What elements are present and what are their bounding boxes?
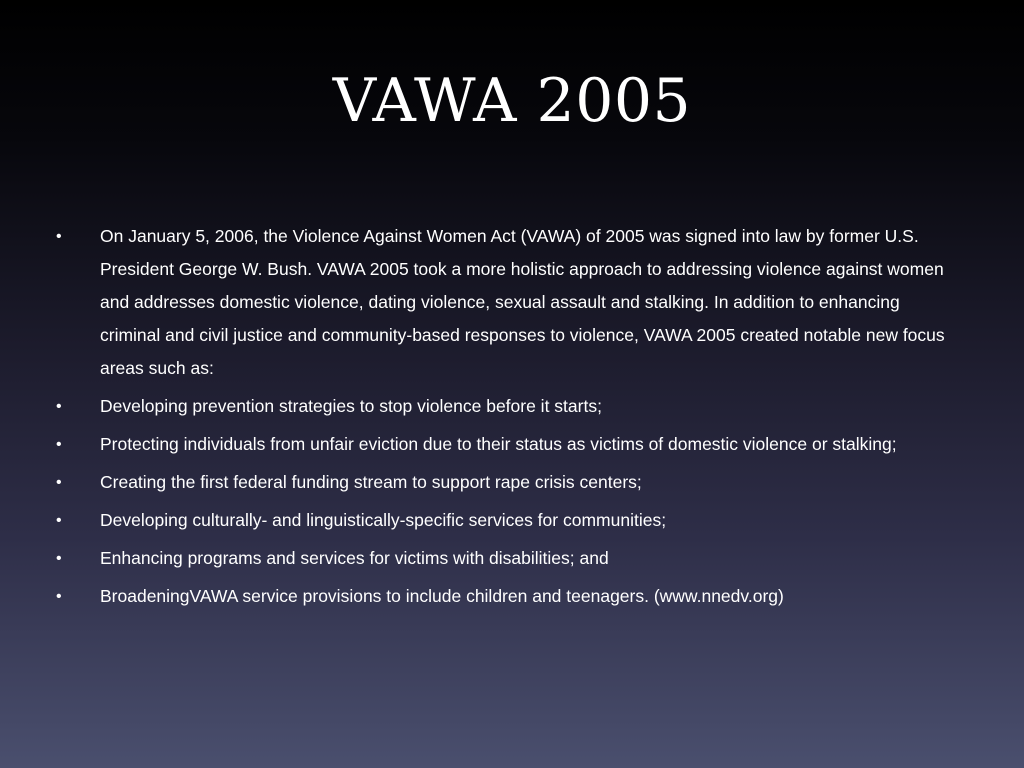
bullet-marker: • <box>56 588 62 605</box>
bullet-list <box>56 220 956 618</box>
bullet-item <box>56 428 956 461</box>
bullet-marker: • <box>56 436 62 453</box>
bullet-text: Enhancing programs and services for victims with disabilities; and <box>100 548 609 568</box>
slide-title: VAWA 2005 <box>332 66 692 136</box>
bullet-item <box>56 542 956 575</box>
bullet-marker: • <box>56 550 62 567</box>
bullet-text: Developing culturally- and linguistically-specific services for communities; <box>100 510 667 530</box>
bullet-marker: • <box>56 228 62 245</box>
bullet-item <box>56 504 956 537</box>
bullet-marker: • <box>56 398 62 415</box>
bullet-marker: • <box>56 474 62 491</box>
bullet-item <box>56 580 956 613</box>
bullet-item <box>56 220 956 385</box>
bullet-text: Protecting individuals from unfair eviction due to their status as victims of domestic violence or stalking; <box>100 434 897 454</box>
bullet-text: Creating the first federal funding stream to support rape crisis centers; <box>100 472 642 492</box>
bullet-text: Developing prevention strategies to stop violence before it starts; <box>100 396 602 416</box>
bullet-text: On January 5, 2006, the Violence Against Women Act (VAWA) of 2005 was signed into law by former U.S. President George W. Bush. VAWA 2005 took a more holistic approach to addressing violence against women and addresses domestic violence, dating violence, sexual assault and stalking. In addition to enhancing criminal and civil justice and community-based responses to violence, VAWA 2005 created notable new focus areas such as: <box>100 226 945 378</box>
bullet-text: BroadeningVAWA service provisions to include children and teenagers. (www.nnedv.org) <box>100 586 784 606</box>
bullet-item <box>56 390 956 423</box>
bullet-marker: • <box>56 512 62 529</box>
bullet-item <box>56 466 956 499</box>
